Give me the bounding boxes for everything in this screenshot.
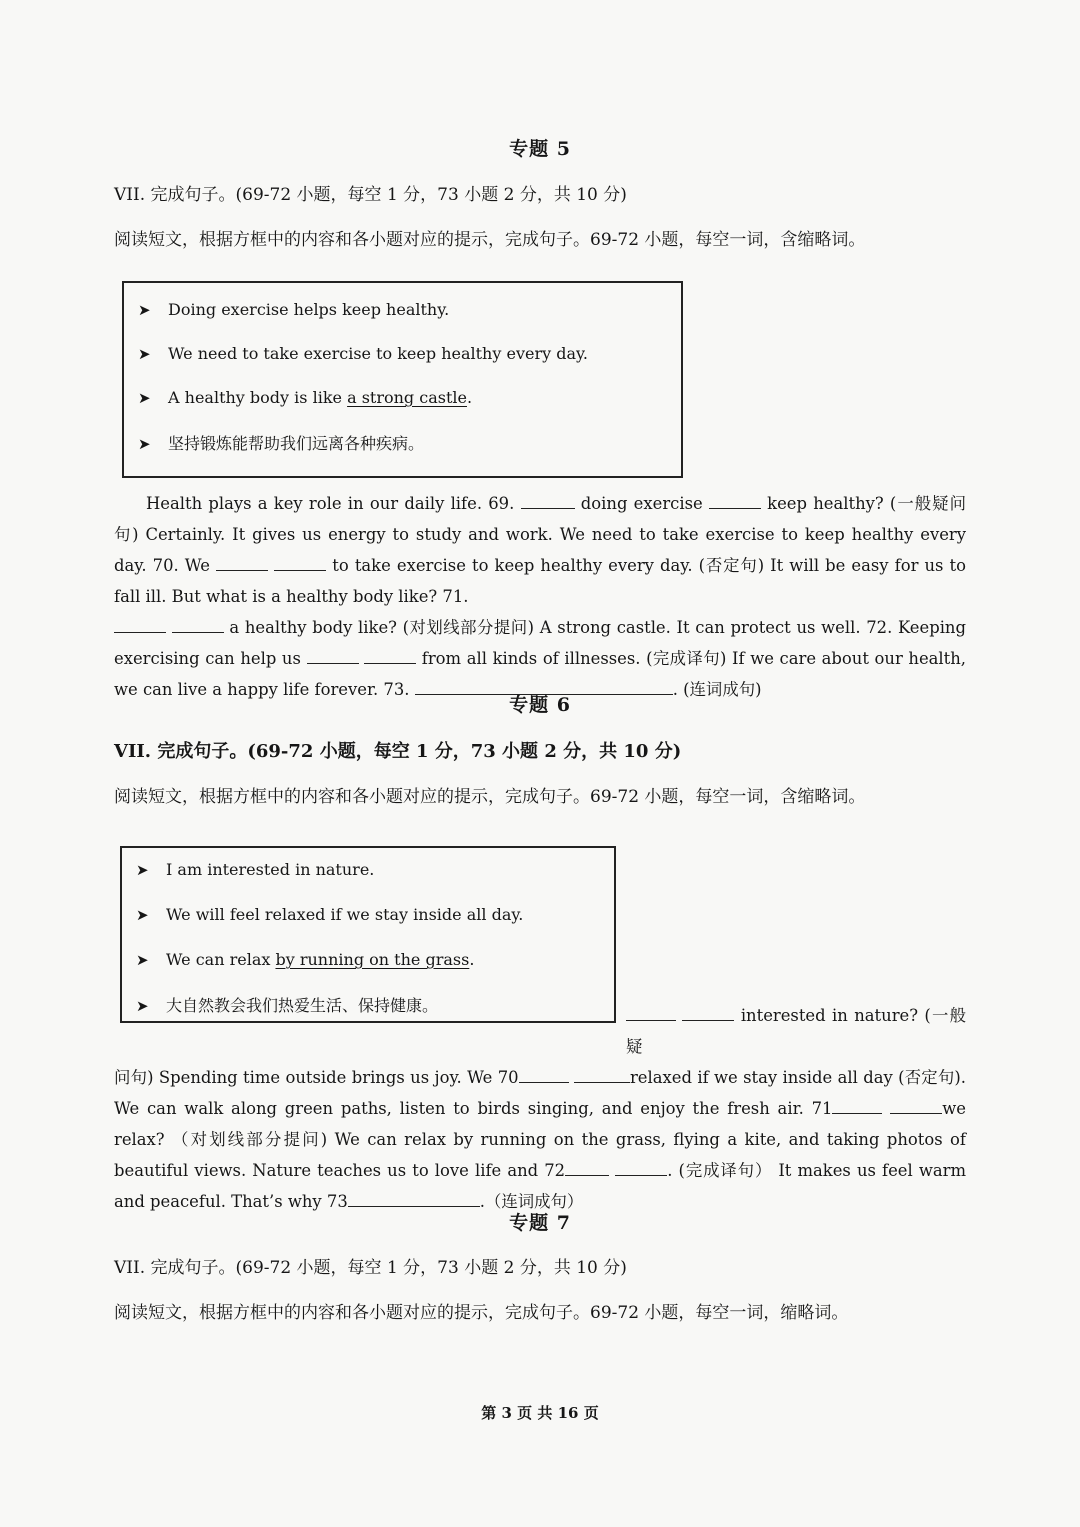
answer-blank-69b[interactable] [682, 1006, 734, 1021]
topic6-passage: interested in nature? (一般疑 问句) Spending time outside brings us joy. We 70 relaxed if we stay inside all day (否定句). We can walk along green paths, listen to birds singing, and enjoy the fresh air. 71 we relax? （对划线部分提问) We can relax by running on the grass, flying a kite, and taking photos of beautiful views. Nature teaches us to love life and 72 . (完成译句） It makes us feel warm and peaceful. That’s why 73 .（连词成句） [114, 1006, 967, 1211]
answer-blank-69a[interactable] [521, 494, 575, 509]
topic6-hint-box [120, 846, 616, 1023]
arrow-bullet-icon: ➤ [136, 906, 149, 924]
answer-blank-69b[interactable] [709, 494, 761, 509]
page-number-footer: 第 3 页 共 16 页 [481, 1404, 599, 1422]
arrow-bullet-icon: ➤ [136, 861, 149, 879]
answer-blank-71a[interactable] [114, 618, 166, 633]
arrow-bullet-icon: ➤ [138, 389, 151, 407]
answer-blank-70b[interactable] [274, 556, 326, 571]
topic7-heading: VII. 完成句子。(69-72 小题，每空 1 分，73 小题 2 分，共 10 分) [114, 1258, 627, 1278]
arrow-bullet-icon: ➤ [138, 345, 151, 363]
arrow-bullet-icon: ➤ [136, 951, 149, 969]
topic7-title: 专题 7 [509, 1212, 571, 1234]
topic5-title: 专题 5 [509, 138, 571, 160]
topic5-hint-box [122, 281, 683, 478]
answer-blank-72b[interactable] [615, 1161, 667, 1176]
topic5-passage: Health plays a key role in our daily life. 69. doing exercise keep healthy? (一般疑问句) Certainly. It gives us energy to study and work. We need to take exercise to keep healthy every day. 70. We to take exercise to keep healthy every day. (否定句) It will be easy for us to fall ill. But what is a healthy body like? 71. a healthy body like? (对划线部分提问) A strong castle. It can protect us well. 72. Keeping exercising can help us from all kinds of illnesses. (完成译句) If we care about our health, we can live a happy life forever. 73. . (连词成句) [114, 494, 967, 699]
answer-blank-70a[interactable] [519, 1068, 569, 1083]
answer-blank-70b[interactable] [574, 1068, 630, 1083]
answer-blank-71a[interactable] [832, 1099, 882, 1114]
topic7-instruction: 阅读短文，根据方框中的内容和各小题对应的提示，完成句子。69-72 小题，每空一词，缩略词。 [114, 1303, 849, 1323]
topic5-heading: VII. 完成句子。(69-72 小题，每空 1 分，73 小题 2 分，共 10 分) [114, 185, 627, 205]
topic5-box-item-2: ➤ We need to take exercise to keep healthy every day. [138, 344, 589, 363]
answer-blank-71b[interactable] [890, 1099, 942, 1114]
answer-blank-71b[interactable] [172, 618, 224, 633]
answer-blank-72b[interactable] [364, 649, 416, 664]
arrow-bullet-icon: ➤ [136, 997, 149, 1015]
topic6-box-item-1: ➤ I am interested in nature. [136, 860, 375, 879]
arrow-bullet-icon: ➤ [138, 435, 151, 453]
topic6-instruction: 阅读短文，根据方框中的内容和各小题对应的提示，完成句子。69-72 小题，每空一词，含缩略词。 [114, 787, 866, 807]
answer-blank-72a[interactable] [565, 1161, 609, 1176]
underlined-phrase: a strong castle [347, 388, 467, 407]
underlined-phrase: by running on the grass [275, 950, 470, 969]
topic5-box-item-4: ➤ 坚持锻炼能帮助我们远离各种疾病。 [138, 434, 425, 453]
answer-blank-72a[interactable] [307, 649, 359, 664]
topic5-box-item-3: ➤ A healthy body is like a strong castle. [138, 388, 473, 407]
topic5-instruction: 阅读短文，根据方框中的内容和各小题对应的提示，完成句子。69-72 小题，每空一词，含缩略词。 [114, 230, 866, 250]
topic5-box-item-1: ➤ Doing exercise helps keep healthy. [138, 300, 450, 319]
answer-blank-70a[interactable] [216, 556, 268, 571]
arrow-bullet-icon: ➤ [138, 301, 151, 319]
topic6-heading: VII. 完成句子。(69-72 小题，每空 1 分，73 小题 2 分，共 10 分) [114, 741, 682, 762]
topic6-box-item-4: ➤ 大自然教会我们热爱生活、保持健康。 [136, 996, 439, 1015]
answer-blank-69a[interactable] [626, 1006, 676, 1021]
topic6-box-item-2: ➤ We will feel relaxed if we stay inside all day. [136, 905, 524, 924]
answer-blank-73[interactable] [348, 1192, 480, 1207]
topic6-box-item-3: ➤ We can relax by running on the grass. [136, 950, 475, 969]
topic6-title: 专题 6 [509, 694, 571, 716]
